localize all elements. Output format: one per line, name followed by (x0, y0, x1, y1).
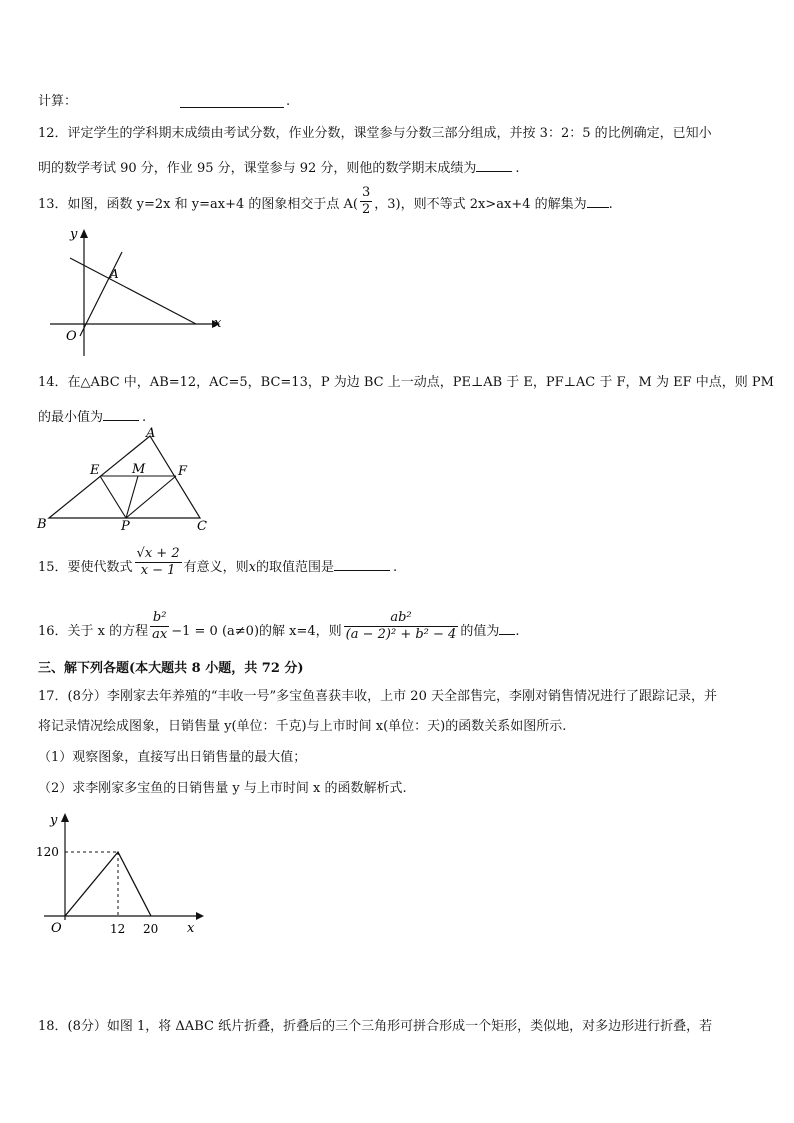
question-13 (38, 185, 758, 218)
q14-label-e: E (90, 463, 100, 478)
question-16 (38, 610, 758, 643)
q17-line1: 17．(8分）李刚家去年养殖的“丰收一号”多宝鱼喜获丰收，上市 20 天全部售完，李刚对销售情况进行了跟踪记录，并 (38, 689, 717, 704)
q14-end: . (142, 410, 147, 425)
q16-answer-blank[interactable] (499, 620, 515, 635)
q13-pre: 13．如图，函数 y=2x 和 y=ax+4 的图象相交于点 A( (38, 197, 358, 212)
q11-end: . (286, 94, 291, 109)
q16-eq-den: ax (152, 627, 168, 642)
q11-answer-blank[interactable] (180, 93, 284, 108)
q15-frac-den: x − 1 (140, 563, 176, 578)
q13-end: . (608, 197, 613, 212)
q13-frac-den: 2 (362, 202, 371, 217)
q14-answer-blank[interactable] (103, 406, 139, 421)
q16-pre: 16．关于 x 的方程 (38, 624, 149, 639)
q17-label-12: 12 (110, 922, 126, 936)
q17-sub2: （2）求李刚家多宝鱼的日销售量 y 与上市时间 x 的函数解析式. (38, 781, 407, 796)
q15-frac-num: √x + 2 (136, 546, 180, 561)
q17-graph-line (65, 852, 151, 916)
q13-label-o: O (66, 329, 77, 344)
q12-answer-blank[interactable] (476, 157, 512, 172)
q17-figure (30, 808, 210, 942)
q13-y-arrow-icon (80, 229, 88, 238)
q11-text: 计算： (38, 94, 78, 109)
q13-line-ax4 (70, 258, 196, 324)
q13-answer-blank[interactable] (587, 193, 609, 208)
q17-label-y: y (50, 813, 58, 828)
q15-var: x (248, 560, 256, 575)
q16-end: . (515, 624, 520, 639)
q17-label-x: x (187, 921, 195, 936)
q13-frac-num: 3 (362, 185, 371, 200)
q12-end: . (515, 161, 520, 176)
q13-label-x: x (214, 316, 222, 331)
q12-line2 (38, 157, 758, 178)
q12-line1: 12．评定学生的学科期末成绩由考试分数，作业分数，课堂参与分数三部分组成，并按 3：2：5 的比例确定，已知小 (38, 126, 712, 141)
q14-label-p: P (121, 519, 130, 534)
q16-eq-num: b² (150, 610, 169, 627)
question-15 (38, 546, 758, 579)
q15-post: 的取值范围是 (255, 560, 334, 575)
section-3-title: 三、解下列各题(本大题共 8 小题，共 72 分) (38, 661, 304, 676)
q15-pre: 15．要使代数式 (38, 560, 133, 575)
q17-label-120: 120 (36, 845, 59, 859)
q13-line-2x (80, 252, 122, 336)
q16-eq-rest: −1 = 0 (a≠0)的解 x=4，则 (171, 624, 342, 639)
q14-label-m: M (132, 462, 146, 477)
q18-line1: 18．(8分）如图 1，将 ΔABC 纸片折叠，折叠后的三个三角形可拼合形成一个矩形，类似地，对多边形进行折叠，若 (38, 1019, 713, 1034)
q15-end: . (392, 560, 398, 575)
q16-frac2-num: ab² (344, 610, 459, 627)
q15-fraction (135, 546, 182, 579)
q14-text: 的最小值为 (38, 410, 104, 425)
q13-post: ，3)，则不等式 2x>ax+4 的解集为 (374, 197, 587, 212)
q17-sub1: （1）观察图象，直接写出日销售量的最大值； (38, 750, 307, 765)
q14-label-c: C (197, 519, 207, 534)
q14-line1: 14．在△ABC 中，AB=12，AC=5，BC=13，P 为边 BC 上一动点，PE⊥AB 于 E，PF⊥AC 于 F，M 为 EF 中点，则 PM (38, 375, 774, 390)
q14-label-a: A (146, 426, 156, 441)
q14-segment-pm (126, 476, 138, 518)
q14-label-f: F (178, 464, 188, 479)
q17-label-o: O (51, 921, 62, 936)
q17-label-20: 20 (143, 922, 159, 936)
q13-fraction (360, 185, 372, 218)
q17-line2: 将记录情况绘成图象，日销售量 y(单位：千克)与上市时间 x(单位：天)的函数关系如图所示. (38, 719, 567, 734)
q15-answer-blank[interactable] (334, 556, 390, 571)
q15-mid: 有意义，则 (183, 560, 249, 575)
q13-label-a: A (110, 267, 119, 281)
q13-label-y: y (70, 227, 78, 242)
q16-target-fraction (344, 610, 459, 643)
q16-frac2-den: (a − 2)² + b² − 4 (345, 627, 457, 642)
q17-y-arrow-icon (61, 813, 69, 822)
q14-label-b: B (37, 517, 47, 532)
q14-figure (34, 424, 218, 536)
q14-segment-pf (126, 476, 176, 518)
q16-eq-fraction (150, 610, 169, 643)
q12-text: 明的数学考试 90 分，作业 95 分，课堂参与 92 分，则他的数学期末成绩为 (38, 161, 477, 176)
q13-figure (44, 224, 229, 364)
q17-x-arrow-icon (196, 912, 204, 920)
q14-segment-pe (100, 476, 126, 518)
q16-post: 的值为 (460, 624, 500, 639)
